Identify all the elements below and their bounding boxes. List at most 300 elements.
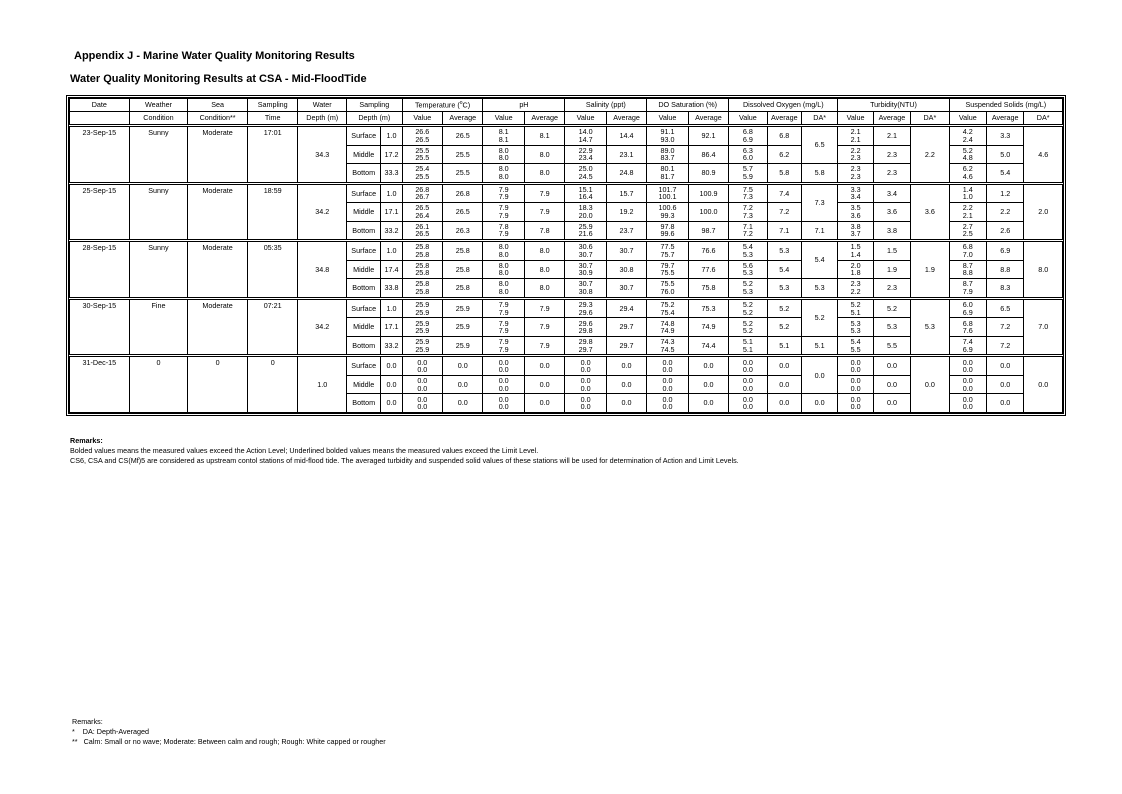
- sampling-level-cell: Surface: [347, 356, 381, 376]
- remarks-section: [70, 436, 739, 466]
- turbidity-average: 0.0: [873, 394, 910, 413]
- turbidity-values-reading: 5.4: [850, 337, 861, 347]
- turbidity-values: [838, 375, 873, 393]
- header-value: Value: [838, 112, 873, 126]
- suspended-solids-values-reading: 2.1: [962, 210, 973, 220]
- salinity-values-reading: 24.5: [578, 171, 593, 181]
- temperature-values: [402, 298, 442, 318]
- turbidity-values-reading: 0.0: [850, 376, 861, 386]
- sampling-level-cell: Bottom: [347, 279, 381, 299]
- temperature-values-reading: 25.8: [415, 286, 430, 296]
- header-average: Average: [987, 112, 1024, 126]
- water-depth-cell: 34.2: [298, 298, 347, 356]
- temperature-values-reading: 25.8: [415, 242, 430, 252]
- do-saturation-values-reading: 0.0: [662, 365, 673, 375]
- ph-values-reading: 0.0: [498, 383, 509, 393]
- turbidity-da: 5.3: [911, 298, 949, 356]
- suspended-solids-values-reading: 6.9: [962, 307, 973, 317]
- do-saturation-values-reading: 0.0: [662, 402, 673, 412]
- dissolved-oxygen-values-reading: 6.8: [742, 127, 753, 137]
- do-saturation-values-reading: 91.1: [660, 127, 675, 137]
- weather-cell: Sunny: [129, 241, 188, 299]
- salinity-values-reading: 29.6: [578, 318, 593, 328]
- salinity-values-reading: 29.8: [578, 337, 593, 347]
- sampling-depth-cell: 17.1: [381, 203, 402, 221]
- dissolved-oxygen-da: 6.5: [801, 126, 837, 164]
- ph-values-reading: 8.0: [498, 249, 509, 259]
- dissolved-oxygen-values: [729, 260, 767, 278]
- dissolved-oxygen-da-bottom: 5.3: [801, 279, 837, 299]
- temperature-values: [402, 221, 442, 241]
- ph-values-reading: 8.1: [498, 127, 509, 137]
- salinity-average: 19.2: [606, 203, 646, 221]
- temperature-values: [402, 279, 442, 299]
- temperature-values-reading: 26.6: [415, 127, 430, 137]
- dissolved-oxygen-average: 5.4: [767, 260, 801, 278]
- header-da: DA*: [801, 112, 837, 126]
- dissolved-oxygen-values-reading: 5.3: [742, 249, 753, 259]
- temperature-average: 25.8: [443, 279, 483, 299]
- suspended-solids-values: [949, 183, 986, 203]
- header-date: Date: [70, 99, 130, 112]
- dissolved-oxygen-values: [729, 164, 767, 184]
- salinity-values-reading: 30.7: [578, 279, 593, 289]
- dissolved-oxygen-values: [729, 336, 767, 356]
- sampling-time-cell: 18:59: [247, 183, 298, 241]
- ph-values: [483, 318, 524, 336]
- turbidity-values-reading: 2.2: [850, 145, 861, 155]
- dissolved-oxygen-da: 5.2: [801, 298, 837, 336]
- salinity-values-reading: 29.7: [578, 344, 593, 354]
- header-average: Average: [524, 112, 564, 126]
- sea-condition-cell: 0: [188, 356, 248, 413]
- ph-values: [483, 298, 524, 318]
- temperature-values: [402, 241, 442, 261]
- date-cell: 25-Sep-15: [70, 183, 130, 241]
- weather-cell: Sunny: [129, 183, 188, 241]
- turbidity-values: [838, 221, 873, 241]
- salinity-values-reading: 21.6: [578, 229, 593, 239]
- suspended-solids-average: 8.8: [987, 260, 1024, 278]
- do-saturation-average: 0.0: [688, 394, 728, 413]
- turbidity-values-reading: 2.0: [850, 260, 861, 270]
- ph-average: 8.1: [524, 126, 564, 146]
- turbidity-values-reading: 3.4: [850, 192, 861, 202]
- salinity-values-reading: 20.0: [578, 210, 593, 220]
- temperature-average: 25.8: [443, 260, 483, 278]
- turbidity-values: [838, 356, 873, 376]
- suspended-solids-values-reading: 4.6: [962, 171, 973, 181]
- water-depth-cell: 34.2: [298, 183, 347, 241]
- temperature-values-reading: 26.5: [415, 229, 430, 239]
- suspended-solids-values-reading: 2.4: [962, 134, 973, 144]
- header-salinity: Salinity (ppt): [565, 99, 647, 112]
- salinity-values-reading: 29.8: [578, 326, 593, 336]
- suspended-solids-values-reading: 1.4: [962, 184, 973, 194]
- turbidity-average: 5.2: [873, 298, 910, 318]
- do-saturation-values: [647, 298, 688, 318]
- salinity-values-reading: 29.6: [578, 307, 593, 317]
- ph-values-reading: 8.0: [498, 153, 509, 163]
- ph-values-reading: 7.9: [498, 337, 509, 347]
- do-saturation-values: [647, 336, 688, 356]
- temperature-values-reading: 25.8: [415, 249, 430, 259]
- sampling-depth-cell: 33.8: [381, 279, 402, 299]
- dissolved-oxygen-values: [729, 221, 767, 241]
- temperature-values-reading: 25.8: [415, 268, 430, 278]
- date-cell: 23-Sep-15: [70, 126, 130, 184]
- sampling-time-cell: 17:01: [247, 126, 298, 184]
- salinity-values-reading: 30.8: [578, 286, 593, 296]
- ph-values: [483, 375, 524, 393]
- footnote-da: * DA: Depth-Averaged: [72, 727, 149, 736]
- footnote-sea-condition: ** Calm: Small or no wave; Moderate: Between calm and rough; Rough: White capped or rougher: [72, 737, 386, 746]
- suspended-solids-values-reading: 1.0: [962, 192, 973, 202]
- ph-values-reading: 0.0: [498, 376, 509, 386]
- turbidity-values: [838, 241, 873, 261]
- ph-values-reading: 8.0: [498, 242, 509, 252]
- salinity-average: 15.7: [606, 183, 646, 203]
- turbidity-values-reading: 0.0: [850, 383, 861, 393]
- turbidity-average: 2.3: [873, 164, 910, 184]
- turbidity-average: 0.0: [873, 375, 910, 393]
- turbidity-values-reading: 2.2: [850, 286, 861, 296]
- header-water-sub: Depth (m): [298, 112, 347, 126]
- ph-values-reading: 7.9: [498, 307, 509, 317]
- turbidity-average: 3.4: [873, 183, 910, 203]
- turbidity-values: [838, 394, 873, 413]
- header-average: Average: [688, 112, 728, 126]
- do-saturation-values-reading: 75.5: [660, 279, 675, 289]
- dissolved-oxygen-values-reading: 5.6: [742, 260, 753, 270]
- do-saturation-values-reading: 99.3: [660, 210, 675, 220]
- sea-condition-cell: Moderate: [188, 126, 248, 184]
- header-average: Average: [873, 112, 910, 126]
- turbidity-values: [838, 183, 873, 203]
- header-do-saturation: DO Saturation (%): [647, 99, 729, 112]
- suspended-solids-values-reading: 2.2: [962, 203, 973, 213]
- ph-values: [483, 260, 524, 278]
- dissolved-oxygen-values-reading: 7.2: [742, 203, 753, 213]
- do-saturation-values-reading: 100.6: [658, 203, 677, 213]
- salinity-values: [565, 394, 606, 413]
- suspended-solids-average: 3.3: [987, 126, 1024, 146]
- dissolved-oxygen-values-reading: 7.1: [742, 221, 753, 231]
- salinity-values-reading: 18.3: [578, 203, 593, 213]
- turbidity-values-reading: 2.3: [850, 171, 861, 181]
- dissolved-oxygen-average: 5.1: [767, 336, 801, 356]
- dissolved-oxygen-average: 5.3: [767, 279, 801, 299]
- header-water: Water: [298, 99, 347, 112]
- dissolved-oxygen-values-reading: 0.0: [742, 357, 753, 367]
- turbidity-values-reading: 0.0: [850, 394, 861, 404]
- do-saturation-average: 77.6: [688, 260, 728, 278]
- water-depth-cell: 34.8: [298, 241, 347, 299]
- ph-values: [483, 394, 524, 413]
- temperature-values-reading: 25.9: [415, 344, 430, 354]
- ph-average: 0.0: [524, 375, 564, 393]
- salinity-average: 0.0: [606, 356, 646, 376]
- salinity-average: 29.7: [606, 318, 646, 336]
- temperature-values-reading: 26.5: [415, 134, 430, 144]
- salinity-average: 0.0: [606, 375, 646, 393]
- header-dissolved-oxygen: Dissolved Oxygen (mg/L): [729, 99, 838, 112]
- ph-average: 8.0: [524, 279, 564, 299]
- do-saturation-values-reading: 89.0: [660, 145, 675, 155]
- header-da: DA*: [911, 112, 949, 126]
- ph-values-reading: 8.0: [498, 260, 509, 270]
- ph-values: [483, 126, 524, 146]
- do-saturation-values-reading: 74.8: [660, 318, 675, 328]
- dissolved-oxygen-da: 0.0: [801, 356, 837, 394]
- header-date-sub: [70, 112, 130, 126]
- dissolved-oxygen-values-reading: 5.2: [742, 326, 753, 336]
- dissolved-oxygen-values: [729, 203, 767, 221]
- temperature-average: 25.5: [443, 164, 483, 184]
- salinity-values-reading: 0.0: [580, 383, 591, 393]
- dissolved-oxygen-average: 7.4: [767, 183, 801, 203]
- do-saturation-values-reading: 0.0: [662, 394, 673, 404]
- turbidity-values-reading: 3.6: [850, 210, 861, 220]
- turbidity-average: 2.1: [873, 126, 910, 146]
- suspended-solids-da: 4.6: [1024, 126, 1063, 184]
- do-saturation-average: 100.9: [688, 183, 728, 203]
- do-saturation-values: [647, 375, 688, 393]
- suspended-solids-values-reading: 0.0: [962, 357, 973, 367]
- suspended-solids-values-reading: 7.0: [962, 249, 973, 259]
- suspended-solids-values: [949, 336, 986, 356]
- dissolved-oxygen-values-reading: 0.0: [742, 394, 753, 404]
- do-saturation-average: 75.3: [688, 298, 728, 318]
- salinity-values-reading: 16.4: [578, 192, 593, 202]
- dissolved-oxygen-values-reading: 7.5: [742, 184, 753, 194]
- temperature-average: 26.8: [443, 183, 483, 203]
- do-saturation-values-reading: 75.2: [660, 300, 675, 309]
- table-title: Water Quality Monitoring Results at CSA - Mid-FloodTide: [70, 73, 367, 85]
- do-saturation-values-reading: 101.7: [658, 184, 677, 194]
- sampling-depth-cell: 33.2: [381, 336, 402, 356]
- dissolved-oxygen-values: [729, 183, 767, 203]
- temperature-values: [402, 336, 442, 356]
- header-average: Average: [443, 112, 483, 126]
- suspended-solids-values-reading: 6.0: [962, 300, 973, 309]
- dissolved-oxygen-values-reading: 0.0: [742, 383, 753, 393]
- sampling-depth-cell: 17.2: [381, 145, 402, 163]
- sea-condition-cell: Moderate: [188, 241, 248, 299]
- temperature-average: 0.0: [443, 356, 483, 376]
- suspended-solids-da: 7.0: [1024, 298, 1063, 356]
- do-saturation-values: [647, 203, 688, 221]
- table-row: [70, 356, 1063, 376]
- temperature-values-reading: 25.9: [415, 300, 430, 309]
- do-saturation-average: 74.9: [688, 318, 728, 336]
- sampling-level-cell: Bottom: [347, 164, 381, 184]
- sampling-level-cell: Surface: [347, 298, 381, 318]
- salinity-average: 0.0: [606, 394, 646, 413]
- turbidity-values-reading: 0.0: [850, 357, 861, 367]
- ph-average: 8.0: [524, 145, 564, 163]
- ph-values-reading: 0.0: [498, 394, 509, 404]
- table-row: [70, 241, 1063, 261]
- results-body: [70, 126, 1063, 413]
- ph-average: 0.0: [524, 394, 564, 413]
- suspended-solids-average: 1.2: [987, 183, 1024, 203]
- ph-values-reading: 8.0: [498, 171, 509, 181]
- ph-values: [483, 164, 524, 184]
- do-saturation-values-reading: 99.6: [660, 229, 675, 239]
- header-average: Average: [606, 112, 646, 126]
- temperature-values: [402, 145, 442, 163]
- sampling-level-cell: Middle: [347, 203, 381, 221]
- turbidity-average: 5.3: [873, 318, 910, 336]
- dissolved-oxygen-average: 7.2: [767, 203, 801, 221]
- suspended-solids-values: [949, 394, 986, 413]
- salinity-values: [565, 356, 606, 376]
- sampling-depth-cell: 0.0: [381, 394, 402, 413]
- dissolved-oxygen-values: [729, 375, 767, 393]
- remarks-line-2: CS6, CSA and CS(Mf)5 are considered as upstream contol stations of mid-flood tide. The averaged turbidity and suspended solid values of these stations will be used for determination of Action and Limit Levels.: [70, 456, 739, 465]
- ph-average: 7.9: [524, 183, 564, 203]
- salinity-values: [565, 279, 606, 299]
- sampling-level-cell: Middle: [347, 260, 381, 278]
- do-saturation-average: 74.4: [688, 336, 728, 356]
- ph-values: [483, 183, 524, 203]
- temperature-values-reading: 25.9: [415, 307, 430, 317]
- appendix-heading: Appendix J - Marine Water Quality Monitoring Results: [74, 50, 355, 62]
- do-saturation-average: 100.0: [688, 203, 728, 221]
- sampling-depth-cell: 33.2: [381, 221, 402, 241]
- suspended-solids-average: 8.3: [987, 279, 1024, 299]
- turbidity-values: [838, 318, 873, 336]
- dissolved-oxygen-values-reading: 5.1: [742, 337, 753, 347]
- temperature-values: [402, 260, 442, 278]
- do-saturation-average: 76.6: [688, 241, 728, 261]
- suspended-solids-values-reading: 7.9: [962, 286, 973, 296]
- do-saturation-values-reading: 0.0: [662, 383, 673, 393]
- dissolved-oxygen-values-reading: 6.0: [742, 153, 753, 163]
- dissolved-oxygen-values: [729, 241, 767, 261]
- suspended-solids-values: [949, 260, 986, 278]
- temperature-values: [402, 356, 442, 376]
- turbidity-values-reading: 0.0: [850, 365, 861, 375]
- salinity-values-reading: 0.0: [580, 357, 591, 367]
- ph-values-reading: 7.9: [498, 203, 509, 213]
- suspended-solids-values-reading: 2.7: [962, 221, 973, 231]
- salinity-values-reading: 0.0: [580, 394, 591, 404]
- ph-values-reading: 0.0: [498, 402, 509, 412]
- header-value: Value: [729, 112, 767, 126]
- header-weather: Weather: [129, 99, 188, 112]
- salinity-values-reading: 30.7: [578, 249, 593, 259]
- do-saturation-average: 98.7: [688, 221, 728, 241]
- ph-average: 8.0: [524, 241, 564, 261]
- temperature-values-reading: 26.5: [415, 203, 430, 213]
- temperature-values-reading: 25.9: [415, 318, 430, 328]
- suspended-solids-values: [949, 375, 986, 393]
- suspended-solids-average: 0.0: [987, 394, 1024, 413]
- ph-values-reading: 8.0: [498, 279, 509, 289]
- ph-values-reading: 7.9: [498, 210, 509, 220]
- ph-values-reading: 7.9: [498, 326, 509, 336]
- ph-average: 7.9: [524, 318, 564, 336]
- turbidity-values-reading: 1.4: [850, 249, 861, 259]
- dissolved-oxygen-values-reading: 5.3: [742, 268, 753, 278]
- dissolved-oxygen-values-reading: 0.0: [742, 365, 753, 375]
- header-value: Value: [483, 112, 524, 126]
- ph-values-reading: 7.9: [498, 344, 509, 354]
- salinity-average: 24.8: [606, 164, 646, 184]
- dissolved-oxygen-values: [729, 126, 767, 146]
- suspended-solids-values-reading: 5.2: [962, 145, 973, 155]
- dissolved-oxygen-values-reading: 0.0: [742, 376, 753, 386]
- turbidity-values: [838, 260, 873, 278]
- suspended-solids-values-reading: 8.8: [962, 268, 973, 278]
- temperature-values: [402, 164, 442, 184]
- sampling-level-cell: Middle: [347, 145, 381, 163]
- dissolved-oxygen-values-reading: 5.9: [742, 171, 753, 181]
- ph-values: [483, 356, 524, 376]
- suspended-solids-values: [949, 221, 986, 241]
- table-row: [70, 298, 1063, 318]
- dissolved-oxygen-values-reading: 5.2: [742, 300, 753, 309]
- do-saturation-values-reading: 77.5: [660, 242, 675, 252]
- dissolved-oxygen-average: 6.2: [767, 145, 801, 163]
- turbidity-values-reading: 3.5: [850, 203, 861, 213]
- turbidity-average: 2.3: [873, 145, 910, 163]
- ph-values-reading: 7.9: [498, 192, 509, 202]
- temperature-values-reading: 0.0: [417, 357, 428, 367]
- do-saturation-values-reading: 74.9: [660, 326, 675, 336]
- temperature-average: 25.9: [443, 298, 483, 318]
- salinity-values: [565, 241, 606, 261]
- dissolved-oxygen-da-bottom: 5.1: [801, 336, 837, 356]
- suspended-solids-values-reading: 4.2: [962, 127, 973, 137]
- salinity-values-reading: 25.0: [578, 164, 593, 174]
- ph-values-reading: 7.9: [498, 300, 509, 309]
- dissolved-oxygen-values: [729, 318, 767, 336]
- sampling-depth-cell: 0.0: [381, 375, 402, 393]
- header-sea: Sea: [188, 99, 248, 112]
- ph-average: 7.9: [524, 336, 564, 356]
- date-cell: 31-Dec-15: [70, 356, 130, 413]
- header-sampling-sub: Time: [247, 112, 298, 126]
- sampling-depth-cell: 1.0: [381, 241, 402, 261]
- dissolved-oxygen-average: 5.8: [767, 164, 801, 184]
- turbidity-values: [838, 279, 873, 299]
- salinity-values-reading: 0.0: [580, 402, 591, 412]
- header-average: Average: [767, 112, 801, 126]
- header-sea-sub: Condition**: [188, 112, 248, 126]
- temperature-values-reading: 26.7: [415, 192, 430, 202]
- dissolved-oxygen-da: 5.4: [801, 241, 837, 279]
- salinity-average: 30.8: [606, 260, 646, 278]
- do-saturation-values: [647, 241, 688, 261]
- turbidity-values-reading: 2.3: [850, 279, 861, 289]
- dissolved-oxygen-average: 6.8: [767, 126, 801, 146]
- do-saturation-values: [647, 260, 688, 278]
- do-saturation-values: [647, 164, 688, 184]
- do-saturation-values: [647, 356, 688, 376]
- remarks-heading: Remarks:: [70, 436, 103, 445]
- suspended-solids-values-reading: 6.8: [962, 242, 973, 252]
- suspended-solids-average: 2.2: [987, 203, 1024, 221]
- dissolved-oxygen-values-reading: 5.7: [742, 164, 753, 174]
- suspended-solids-average: 7.2: [987, 318, 1024, 336]
- suspended-solids-values: [949, 279, 986, 299]
- temperature-values-reading: 26.4: [415, 210, 430, 220]
- suspended-solids-values-reading: 0.0: [962, 365, 973, 375]
- suspended-solids-values-reading: 8.7: [962, 260, 973, 270]
